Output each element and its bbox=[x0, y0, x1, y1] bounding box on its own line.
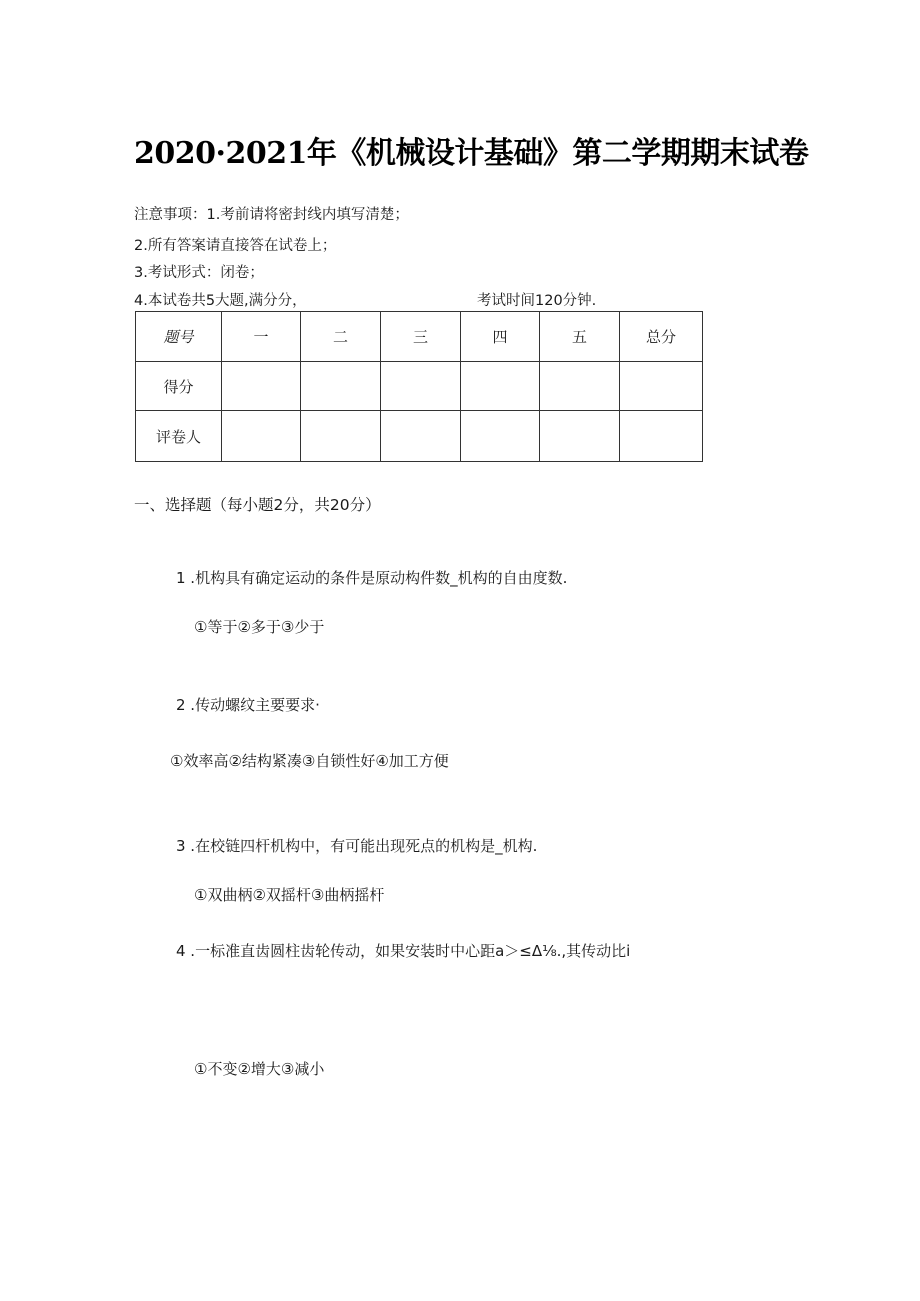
score-cell bbox=[222, 362, 301, 411]
question-4-stem: 4 .一标准直齿圆柱齿轮传动，如果安装时中心距a＞≤Δ⅛.,其传动比i bbox=[176, 942, 631, 960]
question-2-stem: 2 .传动螺纹主要要求· bbox=[176, 696, 320, 714]
header-cell-question-no: 题号 bbox=[136, 312, 222, 362]
score-table bbox=[135, 311, 703, 462]
score-row bbox=[136, 362, 703, 411]
question-1-stem: 1 .机构具有确定运动的条件是原动构件数_机构的自由度数. bbox=[176, 569, 568, 587]
grader-cell bbox=[461, 411, 540, 462]
question-4-options: ①不变②增大③减小 bbox=[194, 1060, 325, 1078]
score-row-label: 得分 bbox=[136, 362, 222, 411]
note-line-2: 2.所有答案请直接答在试卷上； bbox=[134, 238, 337, 254]
exam-title: 2020·2021年《机械设计基础》第二学期期末试卷 bbox=[134, 136, 809, 171]
grader-cell bbox=[620, 411, 703, 462]
section-heading-choice: 一、选择题（每小题2分，共20分） bbox=[134, 496, 381, 514]
grader-row bbox=[136, 411, 703, 462]
header-cell-5: 五 bbox=[540, 312, 620, 362]
note-line-1: 注意事项：1.考前请将密封线内填写清楚； bbox=[134, 207, 409, 223]
score-cell bbox=[461, 362, 540, 411]
header-cell-3: 三 bbox=[381, 312, 461, 362]
question-1-options: ①等于②多于③少于 bbox=[194, 618, 325, 636]
question-3-stem: 3 .在校链四杆机构中，有可能出现死点的机构是_机构. bbox=[176, 837, 538, 855]
score-cell bbox=[301, 362, 381, 411]
question-3-options: ①双曲柄②双摇杆③曲柄摇杆 bbox=[194, 886, 385, 904]
grader-cell bbox=[301, 411, 381, 462]
header-cell-total: 总分 bbox=[620, 312, 703, 362]
grader-row-label: 评卷人 bbox=[136, 411, 222, 462]
score-table-header-row bbox=[136, 312, 703, 362]
header-cell-1: 一 bbox=[222, 312, 301, 362]
grader-cell bbox=[540, 411, 620, 462]
question-2-options: ①效率高②结构紧凑③自锁性好④加工方便 bbox=[170, 752, 449, 770]
note-line-4: 4.本试卷共5大题,满分分， bbox=[134, 293, 307, 309]
header-cell-2: 二 bbox=[301, 312, 381, 362]
note-exam-time: 考试时间120分钟. bbox=[477, 293, 597, 309]
note-line-3: 3.考试形式：闭卷； bbox=[134, 265, 264, 281]
score-cell bbox=[381, 362, 461, 411]
grader-cell bbox=[381, 411, 461, 462]
score-cell bbox=[540, 362, 620, 411]
grader-cell bbox=[222, 411, 301, 462]
header-cell-4: 四 bbox=[461, 312, 540, 362]
score-cell bbox=[620, 362, 703, 411]
